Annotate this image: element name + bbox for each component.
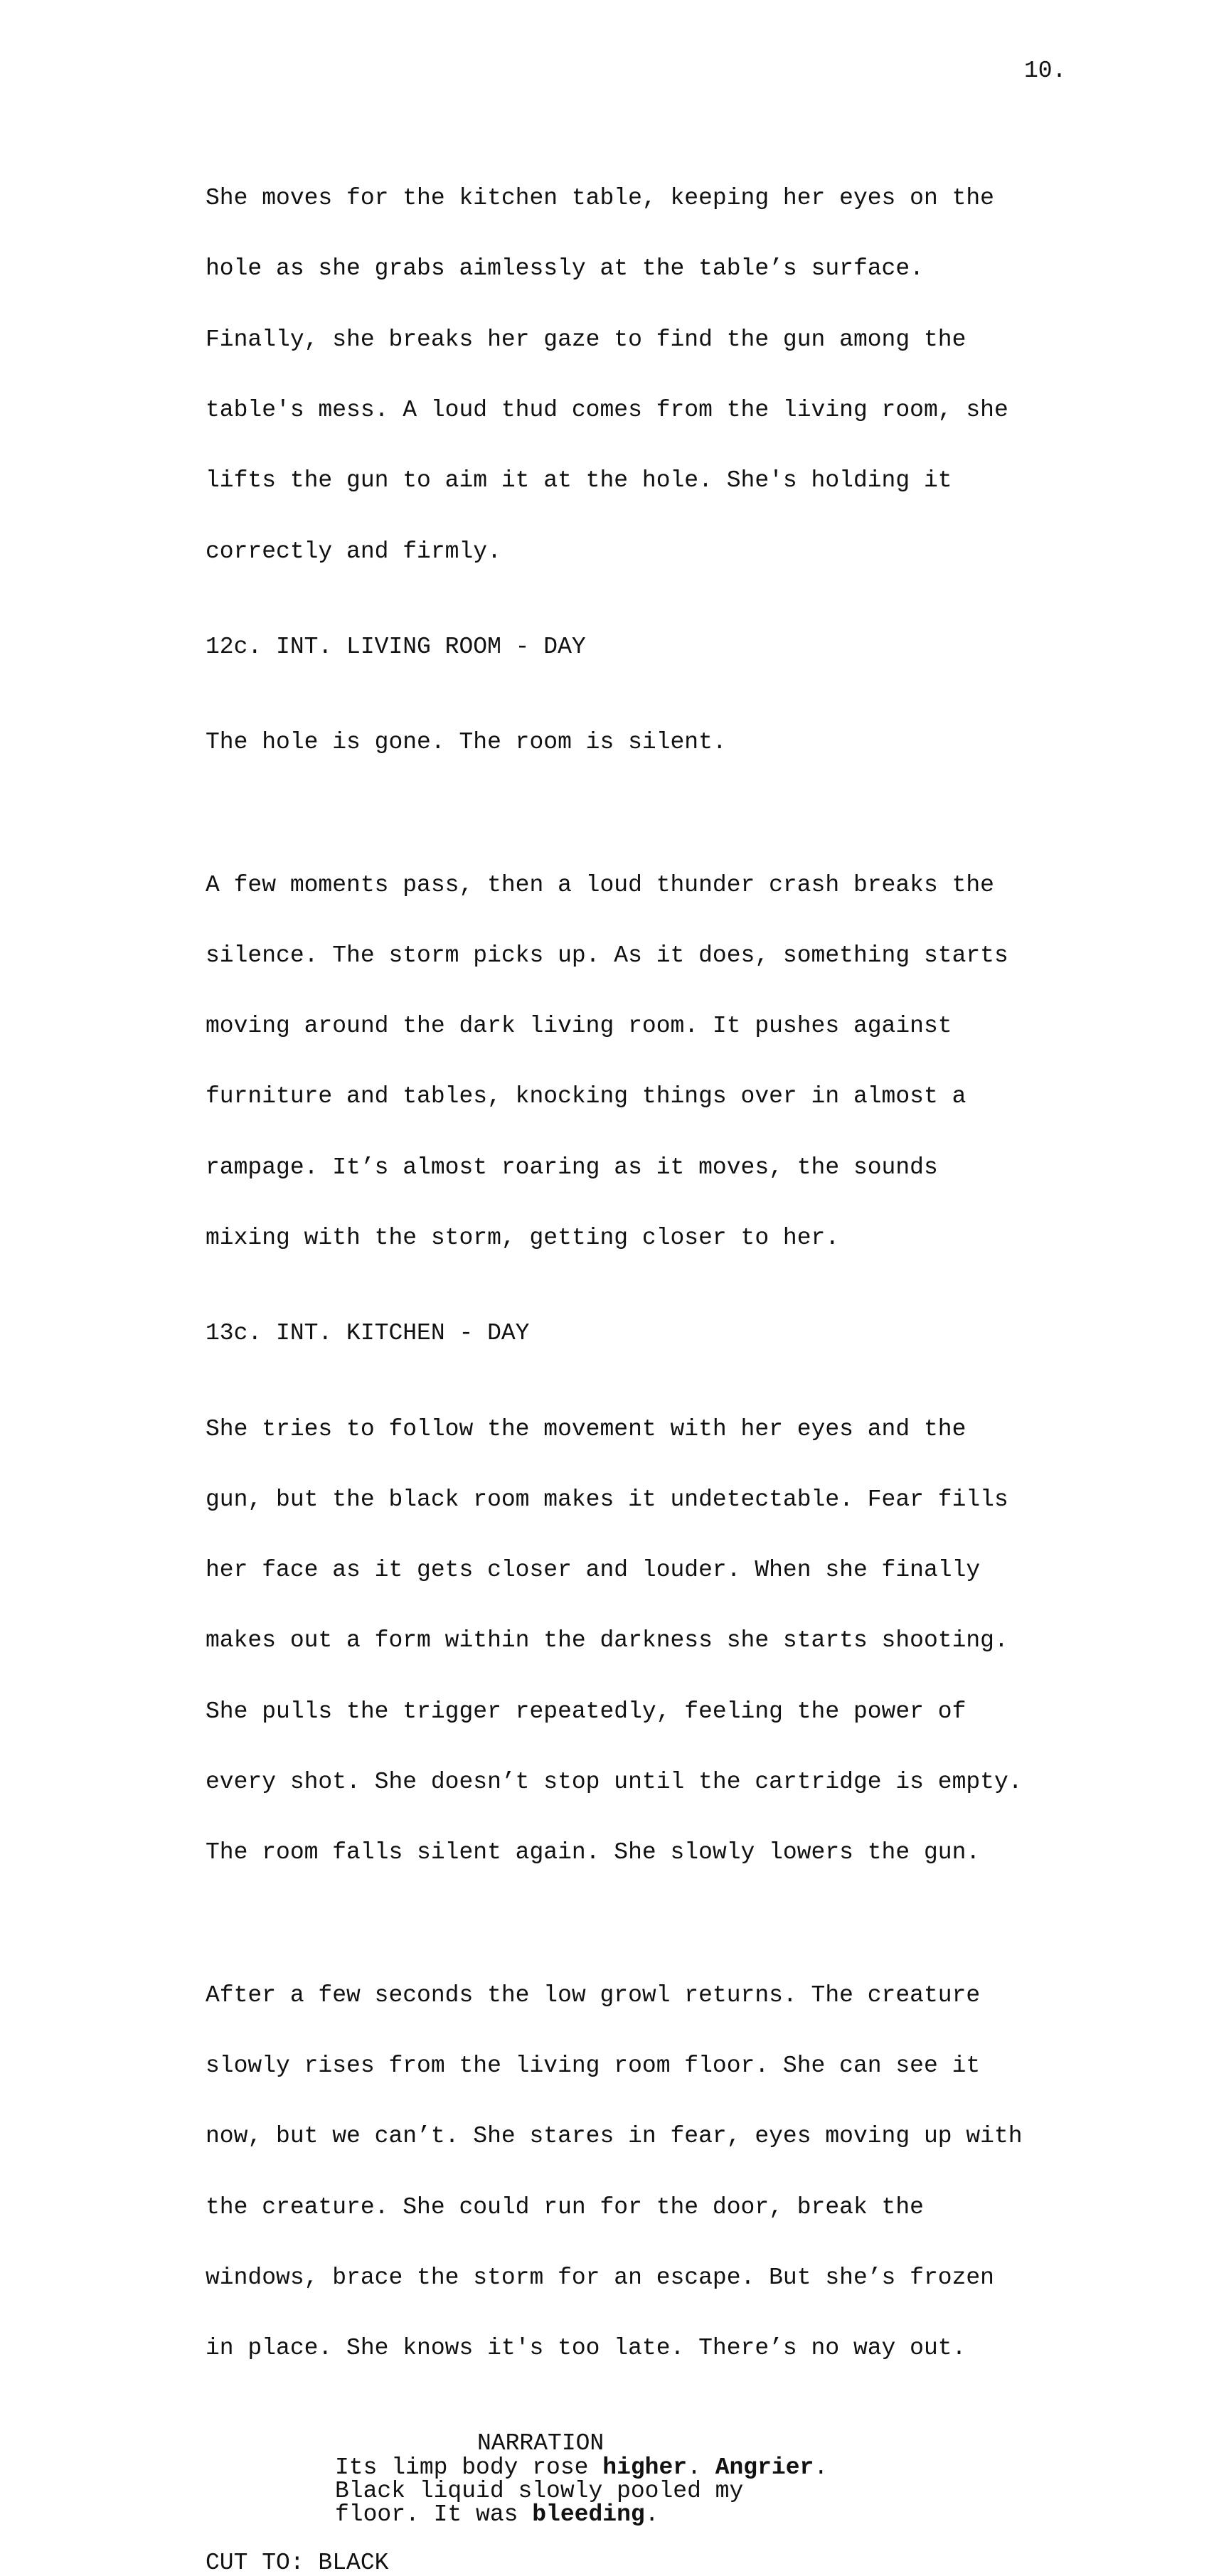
- action-line: The hole is gone. The room is silent.: [206, 729, 727, 756]
- script-body: [206, 139, 1095, 2575]
- action-line: now, but we can’t. She stares in fear, eyes moving up with: [206, 2123, 1023, 2150]
- action-line: in place. She knows it's too late. There’s no way out.: [206, 2335, 966, 2362]
- dialogue-text: .: [814, 2454, 829, 2481]
- page-number: 10.: [1024, 58, 1067, 84]
- action-line: lifts the gun to aim it at the hole. She's holding it: [206, 467, 952, 494]
- action-paragraph: [206, 826, 1095, 1297]
- dialogue-text: .: [687, 2454, 715, 2481]
- character-name: NARRATION: [477, 2430, 604, 2457]
- action-line: The room falls silent again. She slowly lowers the gun.: [206, 1839, 981, 1866]
- dialogue-text: .: [644, 2501, 659, 2528]
- action-line: her face as it gets closer and louder. When she finally: [206, 1557, 981, 1584]
- dialogue-text: floor. It was: [335, 2501, 533, 2528]
- action-paragraph: [206, 139, 1095, 610]
- action-line: She moves for the kitchen table, keeping her eyes on the: [206, 185, 994, 212]
- action-paragraph: [206, 683, 1095, 801]
- action-line: makes out a form within the darkness she starts shooting.: [206, 1627, 1008, 1654]
- dialogue-text: Its limp body rose: [335, 2454, 603, 2481]
- dialogue-line: [335, 2503, 1095, 2526]
- action-line: gun, but the black room makes it undetectable. Fear fills: [206, 1486, 1008, 1513]
- transition: CUT TO: BLACK: [206, 2549, 389, 2576]
- action-line: She tries to follow the movement with her eyes and the: [206, 1415, 966, 1442]
- action-line: hole as she grabs aimlessly at the table’s surface.: [206, 255, 924, 282]
- action-line: moving around the dark living room. It pushes against: [206, 1013, 952, 1040]
- dialogue-emphasis: bleeding: [532, 2501, 645, 2528]
- dialogue-line: [335, 2456, 1095, 2479]
- action-line: After a few seconds the low growl returns. The creature: [206, 1981, 981, 2008]
- scene-heading-12c: 12c. INT. LIVING ROOM - DAY: [206, 633, 586, 660]
- action-line: furniture and tables, knocking things over in almost a: [206, 1083, 966, 1110]
- dialogue-line: [335, 2479, 1095, 2503]
- action-line: table's mess. A loud thud comes from the living room, she: [206, 397, 1008, 424]
- action-line: every shot. She doesn’t stop until the cartridge is empty.: [206, 1769, 1023, 1795]
- dialogue-block: [206, 2432, 1095, 2526]
- action-line: Finally, she breaks her gaze to find the gun among the: [206, 326, 966, 353]
- action-line: windows, brace the storm for an escape. But she’s frozen: [206, 2264, 994, 2291]
- action-line: silence. The storm picks up. As it does, something starts: [206, 942, 1008, 969]
- action-line: A few moments pass, then a loud thunder crash breaks the: [206, 871, 994, 898]
- dialogue-emphasis: Angrier: [715, 2454, 814, 2481]
- action-line: rampage. It’s almost roaring as it moves, the sounds: [206, 1154, 938, 1181]
- scene-heading-13c: 13c. INT. KITCHEN - DAY: [206, 1320, 530, 1347]
- action-paragraph: [206, 1370, 1095, 1911]
- action-line: slowly rises from the living room floor. She can see it: [206, 2053, 981, 2080]
- action-line: mixing with the storm, getting closer to her.: [206, 1225, 840, 1252]
- action-line: the creature. She could run for the door, break the: [206, 2193, 924, 2220]
- action-paragraph: [206, 1937, 1095, 2407]
- action-line: correctly and firmly.: [206, 538, 501, 565]
- action-line: She pulls the trigger repeatedly, feeling the power of: [206, 1698, 966, 1725]
- dialogue-text: Black liquid slowly pooled my: [335, 2477, 744, 2504]
- dialogue-emphasis: higher: [602, 2454, 688, 2481]
